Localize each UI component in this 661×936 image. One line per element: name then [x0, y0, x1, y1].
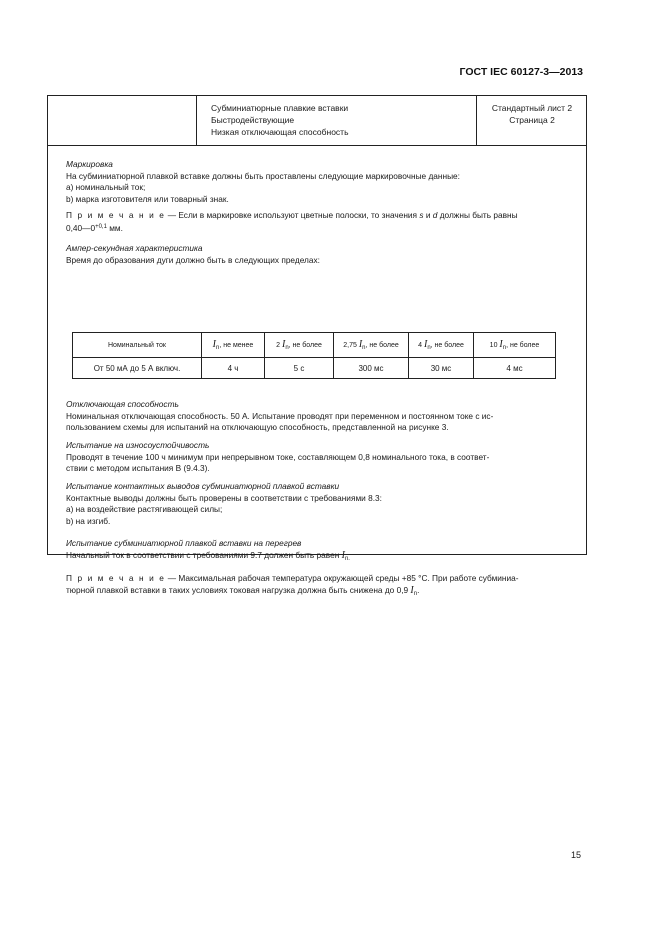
note-text: тюрной плавкой вставки в таких условиях токовая нагрузка должна быть снижена до 0,9: [66, 584, 411, 595]
table-cell: 5 с: [265, 358, 334, 379]
sheet-number: Стандартный лист 2: [491, 103, 573, 113]
marking-heading: Маркировка: [66, 159, 113, 169]
terminals-item: b) на изгиб.: [66, 515, 111, 526]
note-text: и: [423, 210, 433, 220]
table-row: [73, 358, 556, 379]
symbol-n: n: [502, 345, 507, 351]
table-cell: 4 ч: [202, 358, 265, 379]
note2-line: [66, 573, 576, 585]
terminals-intro: Контактные выводы должны быть проверены в соответствии с требованиями 8.3:: [66, 492, 382, 503]
note2-line: [66, 585, 576, 597]
note2-section: [66, 573, 576, 596]
symbol-I: I: [281, 339, 286, 350]
note-label: П р и м е ч а н и е: [66, 573, 166, 583]
table-cell: 300 мс: [334, 358, 409, 379]
symbol-n: n: [362, 345, 366, 351]
terminals-heading: Испытание контактных выводов субминиатюрной плавкой вставки: [66, 481, 340, 491]
symbol-I: I: [358, 339, 363, 350]
breaking-line: Номинальная отключающая способность. 50 А. Испытание проводят при переменном и постоянном токе с ис-: [66, 410, 494, 421]
symbol-n: n: [427, 345, 431, 351]
header-sheet-cell: [478, 96, 586, 151]
marking-note-value: [66, 222, 576, 234]
symbol-n: n.: [344, 555, 350, 562]
marking-intro: На субминиатюрной плавкой вставке должны быть проставлены следующие маркировочные данные:: [66, 170, 460, 181]
table-header-cell: [265, 333, 334, 358]
table-header-cell: [409, 333, 474, 358]
symbol-I: I: [410, 584, 414, 596]
header-text: , не менее: [219, 342, 254, 349]
note-text: — Максимальная рабочая температура окружающей среды +85 °С. При работе субминиа-: [165, 573, 519, 583]
marking-item: b) марка изготовителя или товарный знак.: [66, 193, 229, 204]
header-text: , не более: [288, 342, 322, 349]
note-value: 0,40—0: [66, 222, 96, 233]
table-header-row: [73, 333, 556, 358]
note-text: должны быть равны: [437, 210, 518, 220]
header-text: , не более: [506, 342, 540, 349]
sheet-page: Страница 2: [509, 115, 555, 125]
note-tolerance: +0,1: [95, 223, 107, 230]
note-symbol-s: s: [419, 210, 424, 220]
overload-heading: Испытание субминиатюрной плавкой вставки на перегрев: [66, 538, 302, 548]
sheet-body: [48, 146, 586, 597]
overload-section: [66, 538, 576, 561]
table-header-cell: [202, 333, 265, 358]
sheet-header: [48, 96, 586, 146]
table-cell: От 50 мА до 5 А включ.: [73, 358, 202, 379]
endurance-heading: Испытание на износоустойчивость: [66, 440, 210, 450]
breaking-heading: Отключающая способность: [66, 399, 179, 409]
standard-sheet-frame: [47, 95, 587, 597]
terminals-item: a) на воздействие растягивающей силы;: [66, 504, 223, 514]
breaking-section: [66, 399, 576, 434]
table-header-cell: [334, 333, 409, 358]
header-text: 10: [489, 342, 500, 349]
endurance-section: [66, 440, 576, 475]
note-text: — Если в маркировке используют цветные полоски, то значения: [165, 210, 420, 220]
ampere-section: [66, 243, 576, 266]
symbol-I: I: [499, 339, 503, 350]
table-cell: 4 мс: [474, 358, 556, 379]
breaking-line: пользованием схемы для испытаний на отключающую способность, представленной на рисунке 3.: [66, 422, 449, 432]
marking-section: [66, 159, 576, 233]
symbol-I: I: [423, 339, 428, 350]
note-text: .: [417, 584, 420, 595]
page-number: 15: [570, 850, 581, 860]
header-title-line: Субминиатюрные плавкие вставки: [211, 103, 349, 113]
symbol-n: n: [413, 590, 418, 597]
document-id: ГОСТ IEC 60127-3—2013: [459, 66, 583, 78]
table-header-cell: [73, 333, 202, 358]
header-blank-cell: [48, 96, 197, 145]
marking-item: a) номинальный ток;: [66, 182, 146, 192]
marking-note: [66, 210, 576, 222]
time-current-table: [72, 332, 556, 379]
header-text: , не более: [430, 342, 464, 349]
header-title-line: Низкая отключающая способность: [211, 127, 349, 137]
symbol-n: n: [216, 345, 220, 351]
overload-line: [66, 550, 576, 562]
symbol-I: I: [212, 339, 217, 350]
header-title-line: Быстродействующие: [211, 115, 295, 125]
header-text: 2,75: [343, 342, 359, 349]
note-unit: мм.: [106, 222, 123, 233]
header-text: 2: [276, 342, 282, 349]
note-symbol-d: d: [432, 210, 438, 220]
table-cell: 30 мс: [409, 358, 474, 379]
overload-text: Начальный ток в соответствии с требованиями 9.7 должен быть равен: [66, 549, 342, 560]
symbol-I: I: [341, 549, 345, 561]
table-header-cell: [474, 333, 556, 358]
symbol-n: n: [285, 345, 289, 351]
terminals-section: [66, 481, 576, 527]
header-title-cell: [197, 96, 477, 145]
endurance-line: ствии с методом испытания В (9.4.3).: [66, 463, 210, 473]
header-text: 4: [418, 342, 424, 349]
header-text: , не более: [365, 342, 399, 349]
ampere-intro: Время до образования дуги должно быть в следующих пределах:: [66, 254, 320, 265]
ampere-heading: Ампер-секундная характеристика: [66, 243, 203, 253]
note-label: П р и м е ч а н и е: [66, 210, 166, 220]
header-text: Номинальный ток: [108, 341, 166, 349]
endurance-line: Проводят в течение 100 ч минимум при непрерывном токе, составляющем 0,8 номинального тока, в соответ-: [66, 451, 490, 462]
